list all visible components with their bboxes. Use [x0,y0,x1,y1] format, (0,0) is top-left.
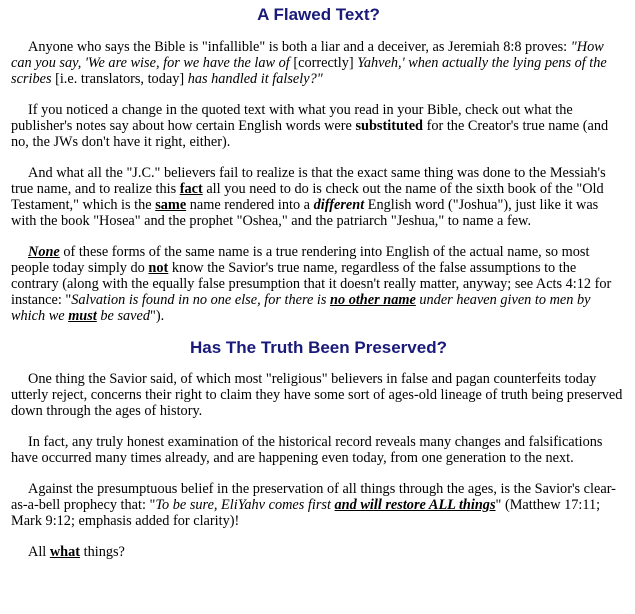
paragraph-none [11,244,626,324]
emphasis: different [313,197,365,213]
text: All [28,544,50,560]
quote: Yahveh,' when actually the lying pens of the scribes [11,55,607,87]
emphasis: None [28,244,60,260]
quote: be saved [96,308,150,324]
text: If you noticed a change in the quoted text with what you read in your Bible, check out what the publisher's notes say about how certain English words were [11,102,573,134]
emphasis: not [148,260,169,276]
quote: under heaven given to men by which we [11,292,591,324]
paragraph-jeremiah [11,39,626,87]
text: Anyone who says the Bible is "infallible" is both a liar and a deceiver, as Jeremiah 8:8 proves: [28,39,571,55]
text: And what all the "J.C." believers fail to realize is that the exact same thing was done to the Messiah's true name, and to realize this [11,165,606,197]
emphasis: and will restore ALL things [334,497,496,513]
paragraph-restore [11,481,626,529]
emphasis: what [49,544,81,560]
text: English word ("Joshua"), just like it was with the book "Hosea" and the prophet "Oshea," and the patriarch "Jeshua," to name a few. [11,197,599,229]
text: " (Matthew 17:11; Mark 9:12; emphasis added for clarity)! [11,497,601,529]
text: Against the presumptuous belief in the preservation of all things through the ages, is the Savior's clear-as-a-bell prophecy that: " [11,481,616,513]
quote: Salvation is found in no one else, for there is [71,292,331,308]
section-heading-flawed-text: A Flawed Text? [257,5,380,24]
text: all you need to do is check out the name of the sixth book of the "Old Testament," which is the [11,181,604,213]
text: know the Savior's true name, regardless of the false assumptions to the contrary (along with the equally false presumption that it doesn't really matter, anyway; see Acts 4:12 for instance: " [11,260,612,308]
section-heading-truth-preserved: Has The Truth Been Preserved? [190,338,447,357]
emphasis: no other name [330,292,416,308]
emphasis: fact [179,181,203,197]
paragraph-messiah-name [11,165,626,229]
text: things? [80,544,125,560]
paragraph-all-what-things [11,544,626,560]
quote: has handled it falsely?" [187,71,323,87]
paragraph-savior-said: One thing the Savior said, of which most "religious" believers in false and pagan counterfeits today utterly reject, concerns their right to claim they have some sort of ages-old lineage of truth being preserved down through the ages of history. [11,371,623,419]
emphasis: substituted [355,118,423,134]
article [11,0,626,560]
text: [correctly] [293,55,358,71]
text: "). [150,308,165,324]
quote: To be sure, EliYahv comes first [155,497,335,513]
text: name rendered into a [186,197,314,213]
emphasis: same [155,197,187,213]
paragraph-substituted [11,102,626,150]
emphasis: must [68,308,97,324]
paragraph-historical-record: In fact, any truly honest examination of the historical record reveals many changes and falsifications have occurred many times already, and are happening even today, from one generation to the next. [11,434,603,466]
text: for the Creator's true name (and no, the JWs don't have it right, either). [11,118,609,150]
text: of these forms of the same name is a true rendering into English of the actual name, so most people today simply do [11,244,590,276]
quote: "How can you say, 'We are wise, for we have the law of [11,39,604,71]
text: [i.e. translators, today] [55,71,188,87]
